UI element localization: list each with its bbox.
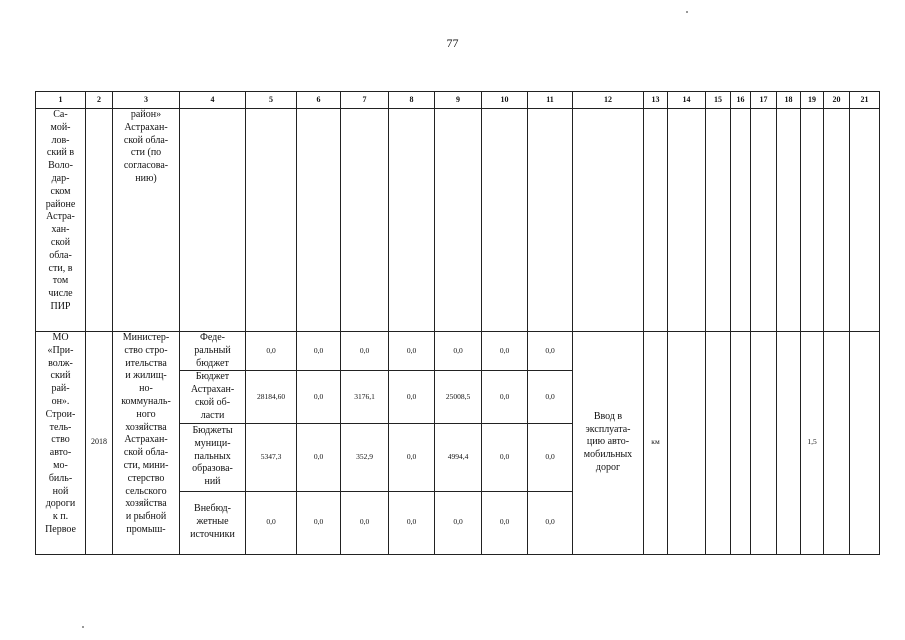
value-cell: 0,0 [435, 491, 482, 554]
value-cell: 0,0 [389, 332, 435, 371]
value-cell: 0,0 [482, 423, 528, 491]
unit-cell: км [644, 332, 668, 555]
source-cell: Бюджеты муници- пальных образова- ний [180, 423, 246, 491]
col-header: 3 [113, 92, 180, 109]
scan-speck [686, 11, 688, 13]
col-header: 5 [246, 92, 297, 109]
col-header: 19 [801, 92, 824, 109]
col-header: 8 [389, 92, 435, 109]
value-cell: 0,0 [341, 491, 389, 554]
event-name-cell: МО «При- волж- ский рай- он». Строи- тель- ство авто- мо- биль- ной дороги к п. Первое [36, 332, 86, 555]
value-cell: 0,0 [389, 491, 435, 554]
result-cell: Ввод в эксплуата- цию авто- мобильных дорог [573, 332, 644, 555]
col-header: 16 [731, 92, 751, 109]
source-cell [180, 109, 246, 332]
col-header: 7 [341, 92, 389, 109]
value-cell: 0,0 [341, 332, 389, 371]
col-header: 9 [435, 92, 482, 109]
col-header: 13 [644, 92, 668, 109]
value-cell: 0,0 [297, 332, 341, 371]
source-cell: Внебюд- жетные источники [180, 491, 246, 554]
value-cell: 0,0 [297, 371, 341, 423]
col-header: 4 [180, 92, 246, 109]
value-cell: 352,9 [341, 423, 389, 491]
table-row [36, 109, 880, 332]
value-cell: 0,0 [528, 423, 573, 491]
col-header: 14 [668, 92, 706, 109]
source-cell: Феде- ральный бюджет [180, 332, 246, 371]
value-cell: 0,0 [528, 491, 573, 554]
value-cell: 0,0 [482, 371, 528, 423]
scan-speck [82, 626, 84, 628]
col-header: 2 [86, 92, 113, 109]
col-header: 18 [777, 92, 801, 109]
value-cell: 0,0 [297, 491, 341, 554]
col-header: 20 [824, 92, 850, 109]
source-cell: Бюджет Астрахан- ской об- ласти [180, 371, 246, 423]
col-header: 6 [297, 92, 341, 109]
page-number: 77 [446, 36, 459, 50]
value-cell: 0,0 [389, 423, 435, 491]
value-cell: 25008,5 [435, 371, 482, 423]
col-header: 12 [573, 92, 644, 109]
value-cell: 28184,60 [246, 371, 297, 423]
year-cell: 2018 [86, 332, 113, 555]
target-value-cell: 1,5 [801, 332, 824, 555]
year-cell [86, 109, 113, 332]
value-cell: 0,0 [297, 423, 341, 491]
value-cell: 0,0 [435, 332, 482, 371]
value-cell: 0,0 [528, 371, 573, 423]
col-header: 21 [850, 92, 880, 109]
executor-cell: Министер- ство стро- ительства и жилищ- но- коммуналь- ного хозяйства Астрахан- ской обла- сти, мини- стерство сельского хозяйства и рыбной промыш- [113, 332, 180, 555]
column-number-row [36, 92, 880, 109]
value-cell: 3176,1 [341, 371, 389, 423]
value-cell: 0,0 [482, 491, 528, 554]
value-cell: 0,0 [246, 332, 297, 371]
value-cell: 0,0 [389, 371, 435, 423]
value-cell: 0,0 [246, 491, 297, 554]
col-header: 17 [751, 92, 777, 109]
value-cell: 0,0 [482, 332, 528, 371]
col-header: 15 [706, 92, 731, 109]
executor-cell: район» Астрахан- ской обла- сти (по согласова- нию) [113, 109, 180, 332]
value-cell: 5347,3 [246, 423, 297, 491]
event-name-cell: Са- мой- лов- ский в Воло- дар- ском районе Астра- хан- ской обла- сти, в том числе ПИР [36, 109, 86, 332]
program-table [35, 91, 880, 555]
col-header: 10 [482, 92, 528, 109]
value-cell: 0,0 [528, 332, 573, 371]
value-cell: 4994,4 [435, 423, 482, 491]
col-header: 1 [36, 92, 86, 109]
table-row [36, 332, 880, 371]
col-header: 11 [528, 92, 573, 109]
